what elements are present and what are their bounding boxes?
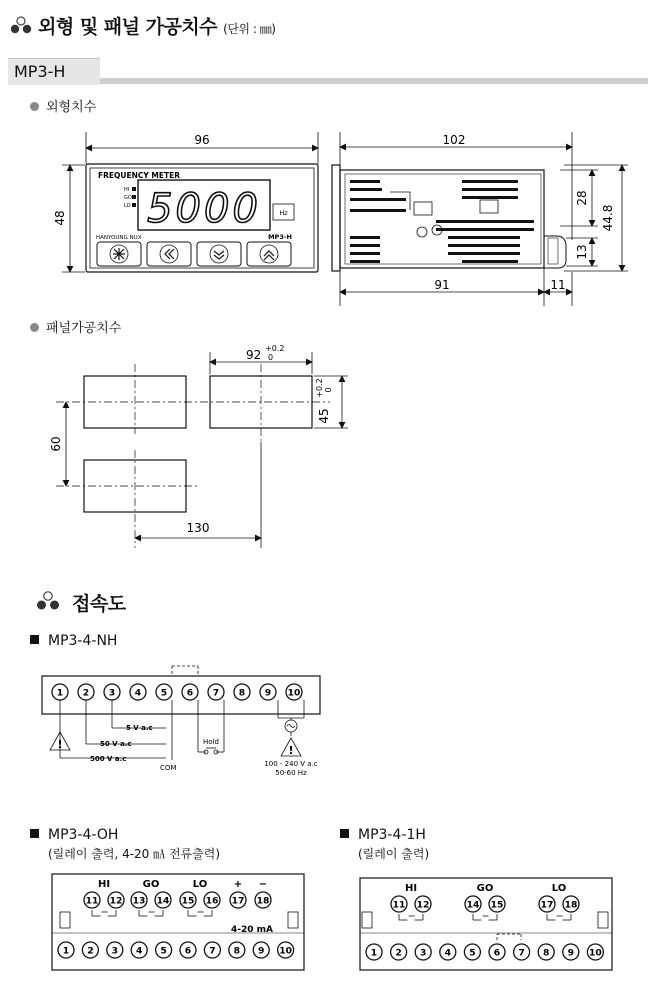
svg-text:15: 15 <box>490 899 504 911</box>
svg-text:18: 18 <box>564 899 578 911</box>
h1-upper-terminal-15 <box>489 896 505 912</box>
svg-text:17: 17 <box>231 895 245 907</box>
svg-text:!: ! <box>57 738 63 751</box>
nh-terminal-1 <box>52 684 68 700</box>
nh-terminal-5 <box>156 684 172 700</box>
svg-text:8: 8 <box>238 687 246 699</box>
oh-lower-terminal-2 <box>82 942 98 958</box>
front-model-label: MP3-H <box>268 233 292 241</box>
h1-group-label: LO <box>551 883 567 894</box>
model-oh-heading <box>30 827 118 843</box>
h1-upper-terminal-12 <box>415 896 431 912</box>
dim-13: 13 <box>575 244 589 260</box>
svg-text:9: 9 <box>567 947 575 959</box>
page-title-text: 외형 및 패널 가공치수 <box>38 16 218 38</box>
nh-terminal-10 <box>286 684 302 700</box>
seven-seg-display: 5000 <box>147 186 261 232</box>
dim-28: 28 <box>575 190 589 206</box>
dim-45: 45 <box>317 408 331 424</box>
svg-text:16: 16 <box>205 895 219 907</box>
label-com: COM <box>160 764 177 772</box>
svg-text:8: 8 <box>542 947 550 959</box>
dim-102: 102 <box>442 133 466 147</box>
model-nh-heading <box>30 633 117 649</box>
h1-lower-terminal-2 <box>391 944 407 960</box>
oh-lower-terminal-4 <box>131 942 147 958</box>
outer-dimension-drawing <box>0 120 648 320</box>
oh-upper-terminal-13 <box>131 892 147 908</box>
h1-lower-terminal-8 <box>538 944 554 960</box>
svg-text:14: 14 <box>156 895 170 907</box>
svg-text:1: 1 <box>62 945 70 957</box>
svg-text:1: 1 <box>56 687 64 699</box>
dim-91: 91 <box>434 278 450 292</box>
svg-text:3: 3 <box>108 687 116 699</box>
panel-cutout-drawing <box>0 338 648 553</box>
front-header: FREQUENCY METER <box>98 171 181 180</box>
dim-92: 92 <box>246 348 262 362</box>
h1-lower-terminal-9 <box>563 944 579 960</box>
svg-text:15: 15 <box>181 895 195 907</box>
panel-cut-label: 패널가공치수 <box>46 321 122 336</box>
model-oh-note: (릴레이 출력, 4-20 ㎃ 전류출력) <box>48 847 220 861</box>
hz-box-label: Hz <box>279 209 288 217</box>
svg-text:6: 6 <box>184 945 192 957</box>
oh-upper-terminal-17 <box>230 892 246 908</box>
oh-upper-terminal-14 <box>155 892 171 908</box>
label-hold: Hold <box>203 738 219 746</box>
svg-text:4: 4 <box>444 947 452 959</box>
model-1h-heading <box>340 827 426 843</box>
svg-text:7: 7 <box>209 945 216 957</box>
dim-60: 60 <box>49 436 63 452</box>
section-bullet-icon <box>36 591 60 611</box>
model-1h-note: (릴레이 출력) <box>358 847 430 861</box>
dim-130: 130 <box>186 521 210 535</box>
led-hi: HI <box>124 187 130 193</box>
model-1h-label: MP3-4-1H <box>358 827 426 843</box>
svg-text:18: 18 <box>256 895 270 907</box>
oh-upper-terminal-12 <box>108 892 124 908</box>
panel-cut-heading <box>30 317 121 336</box>
bullet-icon <box>30 102 39 111</box>
nh-terminal-8 <box>234 684 250 700</box>
svg-text:3: 3 <box>419 947 427 959</box>
h1-upper-terminal-18 <box>563 896 579 912</box>
nh-terminal-2 <box>78 684 94 700</box>
nh-terminal-9 <box>260 684 276 700</box>
wiring-nh-diagram <box>0 660 648 790</box>
svg-text:2: 2 <box>87 945 94 957</box>
svg-text:2: 2 <box>395 947 402 959</box>
wiring-title: 접속도 <box>72 593 126 615</box>
h1-upper-terminal-17 <box>539 896 555 912</box>
h1-lower-terminal-10 <box>587 944 603 960</box>
label-power-2: 50-60 Hz <box>275 769 307 777</box>
unit-note: (단위 : ㎜) <box>223 22 276 36</box>
svg-text:9: 9 <box>264 687 272 699</box>
oh-group-label: HI <box>97 879 111 890</box>
dim-45-tol-bot: 0 <box>324 387 333 393</box>
square-bullet-icon <box>30 635 39 644</box>
square-bullet-icon <box>30 829 39 838</box>
oh-lower-terminal-8 <box>229 942 245 958</box>
svg-text:5: 5 <box>160 687 168 699</box>
outer-dim-label: 외형치수 <box>46 100 97 115</box>
dim-96: 96 <box>194 133 210 147</box>
svg-text:1: 1 <box>370 947 378 959</box>
nh-terminal-7 <box>208 684 224 700</box>
oh-lower-terminal-3 <box>107 942 123 958</box>
oh-lower-terminal-1 <box>58 942 74 958</box>
h1-lower-terminal-5 <box>464 944 480 960</box>
svg-text:12: 12 <box>109 895 123 907</box>
svg-text:13: 13 <box>132 895 146 907</box>
h1-lower-terminal-1 <box>366 944 382 960</box>
h1-group-label: HI <box>404 883 418 894</box>
h1-upper-terminal-11 <box>391 896 407 912</box>
svg-text:7: 7 <box>212 687 220 699</box>
h1-lower-terminal-3 <box>415 944 431 960</box>
svg-text:7: 7 <box>518 947 525 959</box>
nh-terminal-3 <box>104 684 120 700</box>
label-500v: 500 V a.c <box>90 755 127 763</box>
label-5v: 5 V a.c <box>126 724 153 732</box>
oh-current-label: 4-20 mA <box>231 925 273 935</box>
oh-lower-terminal-10 <box>278 942 294 958</box>
oh-group-label: GO <box>142 879 160 890</box>
wiring-relay-diagrams <box>0 866 648 976</box>
square-bullet-icon <box>340 829 349 838</box>
oh-lower-terminal-9 <box>253 942 269 958</box>
oh-group-label: − <box>258 879 268 890</box>
oh-group-label: + <box>233 879 243 890</box>
dim-48: 48 <box>53 210 67 226</box>
h1-upper-terminal-14 <box>465 896 481 912</box>
model-tab <box>8 58 100 85</box>
svg-text:14: 14 <box>466 899 480 911</box>
svg-text:5: 5 <box>469 947 476 959</box>
svg-text:11: 11 <box>85 895 99 907</box>
svg-text:17: 17 <box>540 899 554 911</box>
dim-44-8: 44.8 <box>601 204 615 232</box>
dim-11: 11 <box>550 278 566 292</box>
oh-lower-terminal-5 <box>156 942 172 958</box>
svg-text:10: 10 <box>589 947 602 959</box>
label-50v: 50 V a.c <box>100 740 132 748</box>
svg-text:2: 2 <box>82 687 90 699</box>
dim-92-tol-top: +0.2 <box>265 344 285 353</box>
dim-45-tol-top: +0.2 <box>315 378 324 398</box>
model-nh-label: MP3-4-NH <box>48 633 118 649</box>
svg-text:6: 6 <box>186 687 194 699</box>
label-power-1: 100 - 240 V a.c <box>264 760 318 768</box>
oh-upper-terminal-15 <box>180 892 196 908</box>
outer-dim-heading <box>30 96 96 115</box>
h1-lower-terminal-6 <box>489 944 505 960</box>
nh-terminal-6 <box>182 684 198 700</box>
svg-text:3: 3 <box>111 945 119 957</box>
model-oh-label: MP3-4-OH <box>48 827 119 843</box>
h1-lower-terminal-7 <box>514 944 530 960</box>
oh-upper-terminal-18 <box>255 892 271 908</box>
svg-text:10: 10 <box>279 945 292 957</box>
oh-group-label: LO <box>192 879 208 890</box>
oh-lower-terminal-7 <box>204 942 220 958</box>
nh-terminal-group <box>52 684 302 700</box>
oh-lower-terminal-6 <box>180 942 196 958</box>
oh-upper-terminal-16 <box>204 892 220 908</box>
oh-upper-terminal-11 <box>84 892 100 908</box>
svg-text:11: 11 <box>392 899 406 911</box>
page-title <box>38 12 275 39</box>
bullet-icon <box>30 323 39 332</box>
svg-text:8: 8 <box>233 945 241 957</box>
svg-text:6: 6 <box>493 947 501 959</box>
svg-text:5: 5 <box>160 945 167 957</box>
led-go: GO <box>124 195 132 201</box>
svg-text:4: 4 <box>135 945 143 957</box>
model-tab-bar <box>8 58 648 84</box>
section-bullet-icon <box>10 16 32 34</box>
svg-text:9: 9 <box>257 945 265 957</box>
svg-text:10: 10 <box>287 687 301 699</box>
svg-text:!: ! <box>288 744 294 757</box>
nh-terminal-4 <box>130 684 146 700</box>
dim-92-tol-bot: 0 <box>268 353 274 362</box>
svg-text:4: 4 <box>134 687 142 699</box>
led-lo: LO <box>124 203 131 209</box>
model-tab-label: MP3-H <box>14 62 66 81</box>
h1-lower-terminal-4 <box>440 944 456 960</box>
h1-group-label: GO <box>476 883 494 894</box>
brand-label: HANYOUNG NUX <box>96 235 142 241</box>
divider <box>100 78 648 84</box>
svg-text:12: 12 <box>416 899 430 911</box>
